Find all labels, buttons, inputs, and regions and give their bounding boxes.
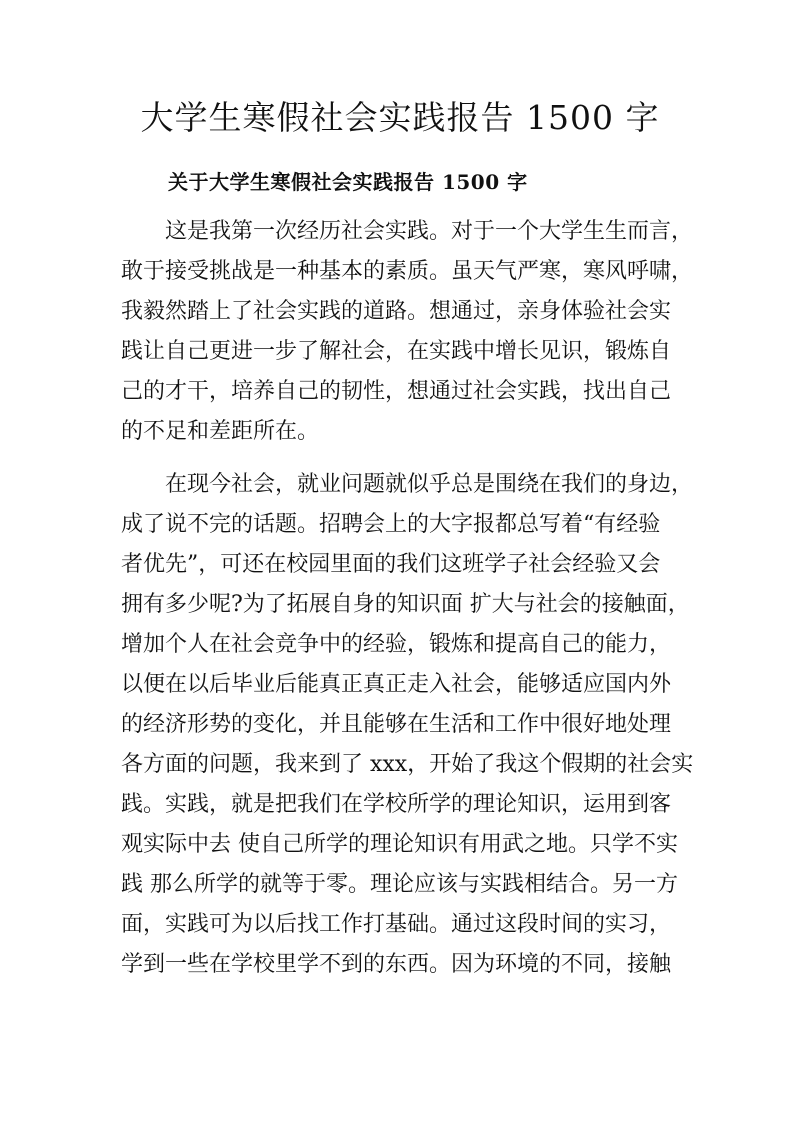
text-line: 在现今社会，就业问题就似乎总是围绕在我们的身边， <box>165 472 694 497</box>
document-subtitle: 关于大学生寒假社会实践报告 1500 字 <box>168 170 528 194</box>
text-line: 增加个人在社会竞争中的经验，锻炼和提高自己的能力， <box>121 632 672 657</box>
text-line: 践让自己更进一步了解社会，在实践中增长见识，锻炼自 <box>121 339 672 364</box>
text-line: 学到一些在学校里学不到的东西。因为环境的不同，接触 <box>121 952 672 977</box>
text-line: 己的才干，培养自己的韧性，想通过社会实践，找出自己 <box>121 379 672 404</box>
text-line: 践 那么所学的就等于零。理论应该与实践相结合。另一方 <box>121 872 678 897</box>
text-line: 面，实践可为以后找工作打基础。通过这段时间的实习， <box>121 912 672 937</box>
text-line: 践。实践，就是把我们在学校所学的理论知识，运用到客 <box>121 792 672 817</box>
text-line: 拥有多少呢?为了拓展自身的知识面 扩大与社会的接触面， <box>121 592 690 617</box>
document-title: 大学生寒假社会实践报告 1500 字 <box>140 98 660 137</box>
text-line: 成了说不完的话题。招聘会上的大字报都总写着“有经验 <box>121 512 661 537</box>
text-line: 者优先”，可还在校园里面的我们这班学子社会经验又会 <box>121 552 661 577</box>
text-line: 的不足和差距所在。 <box>121 419 320 444</box>
text-line: 敢于接受挑战是一种基本的素质。虽天气严寒，寒风呼啸， <box>121 259 694 284</box>
text-line: 以便在以后毕业后能真正真正走入社会，能够适应国内外 <box>121 672 672 697</box>
text-line: 各方面的问题，我来到了 xxx，开始了我这个假期的社会实 <box>121 752 694 777</box>
paragraph-1 <box>121 212 694 452</box>
text-line: 观实际中去 使自己所学的理论知识有用武之地。只学不实 <box>121 832 678 857</box>
text-line: 的经济形势的变化，并且能够在生活和工作中很好地处理 <box>121 712 672 737</box>
text-line: 这是我第一次经历社会实践。对于一个大学生生而言， <box>165 219 694 244</box>
paragraph-2 <box>121 465 694 985</box>
text-line: 我毅然踏上了社会实践的道路。想通过，亲身体验社会实 <box>121 299 672 324</box>
